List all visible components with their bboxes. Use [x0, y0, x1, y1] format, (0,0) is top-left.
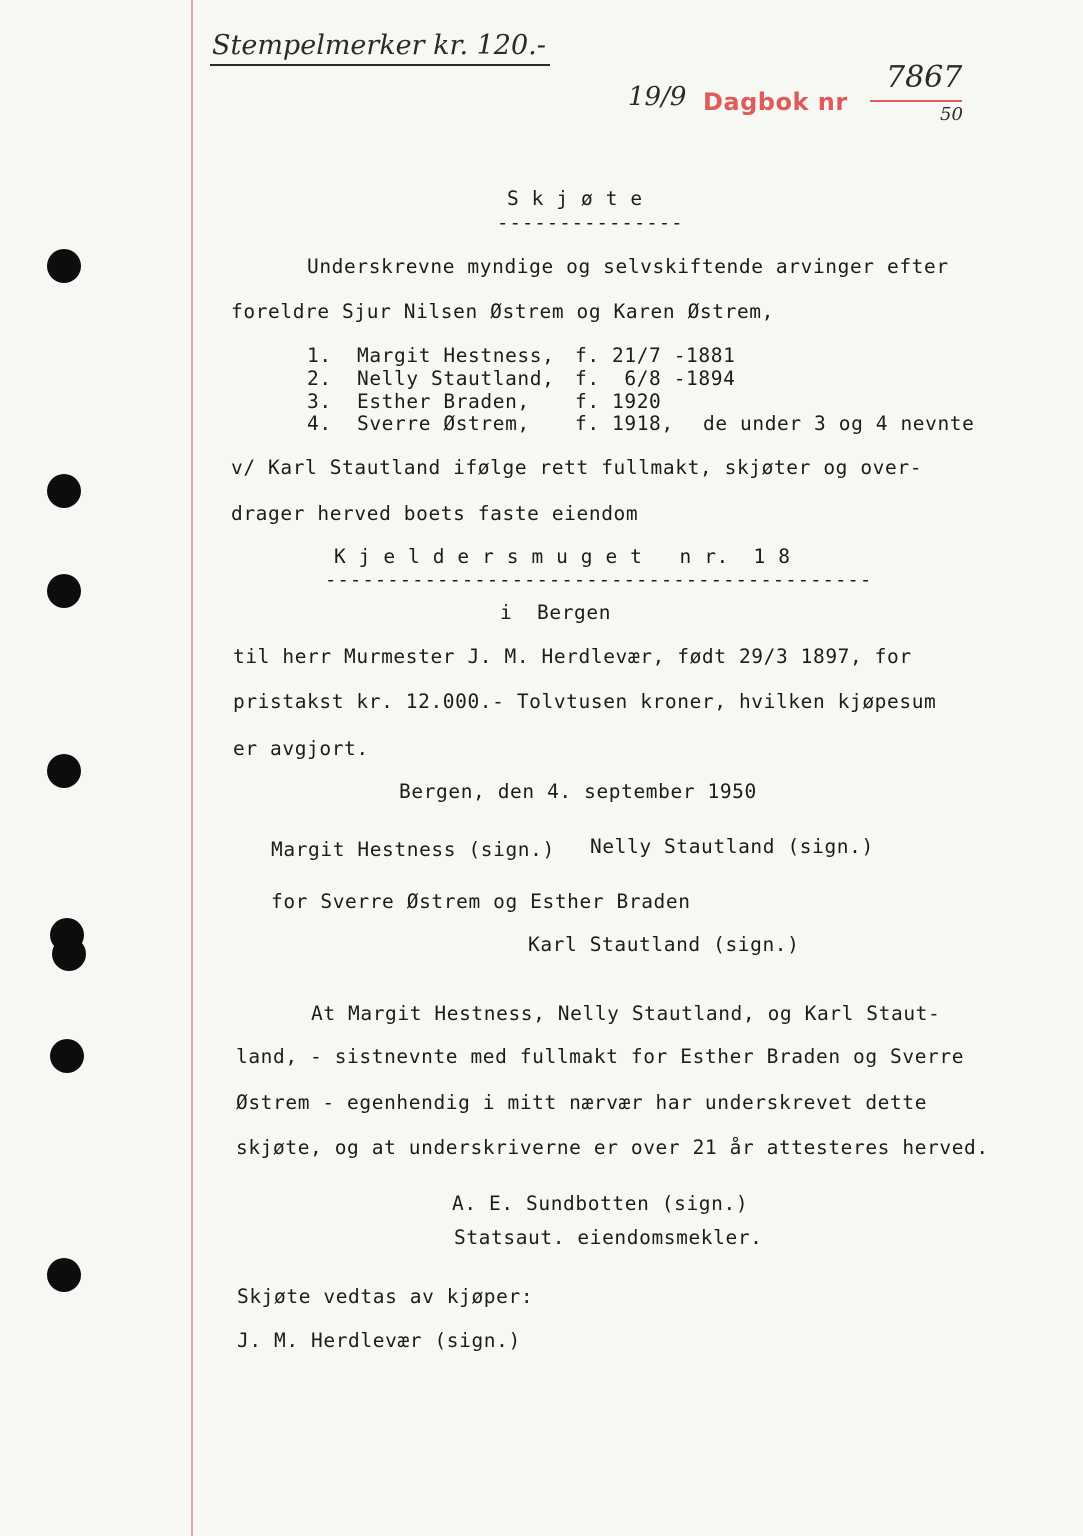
punch-hole [47, 754, 81, 788]
heir-name: Margit Hestness, [357, 344, 555, 367]
signature-line: for Sverre Østrem og Esther Braden [271, 890, 691, 913]
heir-name: Nelly Stautland, [357, 367, 555, 390]
punch-hole [47, 1258, 81, 1292]
heir-number: 1. [307, 344, 332, 367]
heir-born: f. 6/8 -1894 [575, 367, 736, 390]
dagbok-year: 50 [940, 104, 963, 125]
margin-line [191, 0, 193, 1536]
heir-number: 2. [307, 367, 332, 390]
property-underline: -------------------------------------------- [325, 569, 873, 591]
attest-line: At Margit Hestness, Nelly Stautland, og Karl Staut- [311, 1002, 941, 1025]
body-line: drager herved boets faste eiendom [231, 502, 639, 525]
body-line: til herr Murmester J. M. Herdlevær, født 29/3 1897, for [233, 645, 912, 668]
broker-title: Statsaut. eiendomsmekler. [454, 1226, 763, 1249]
title-underline: --------------- [497, 212, 684, 234]
dagbok-number: 7867 [886, 60, 963, 95]
heir-born: f. 1918, [575, 412, 674, 435]
heir-name: Sverre Østrem, [357, 412, 530, 435]
punch-hole [50, 1039, 84, 1073]
broker-name: A. E. Sundbotten (sign.) [452, 1192, 749, 1215]
acceptance-line: J. M. Herdlevær (sign.) [237, 1329, 521, 1352]
heir-number: 3. [307, 390, 332, 413]
document-title: S k j ø t e [507, 187, 643, 210]
heir-born: f. 21/7 -1881 [575, 344, 736, 367]
heir-born: f. 1920 [575, 390, 662, 413]
property-city: i Bergen [500, 601, 612, 624]
acceptance-line: Skjøte vedtas av kjøper: [237, 1285, 534, 1308]
attest-line: land, - sistnevnte med fullmakt for Esther Braden og Sverre [236, 1045, 965, 1068]
stamp-fee-note: Stempelmerker kr. 120.- [212, 30, 546, 61]
date-handwritten: 19/9 [628, 82, 687, 112]
attest-line: skjøte, og at underskriverne er over 21 år attesteres herved. [236, 1136, 989, 1159]
heir-note: de under 3 og 4 nevnte [703, 412, 975, 435]
punch-hole [47, 249, 81, 283]
signature-line: Nelly Stautland (sign.) [590, 835, 874, 858]
dagbok-underline [870, 100, 962, 102]
punch-hole [52, 937, 86, 971]
punch-hole [47, 474, 81, 508]
body-line: er avgjort. [233, 737, 369, 760]
signature-line: Karl Stautland (sign.) [528, 933, 800, 956]
signature-line: Margit Hestness (sign.) [271, 838, 555, 861]
heir-name: Esther Braden, [357, 390, 530, 413]
intro-line: foreldre Sjur Nilsen Østrem og Karen Østrem, [231, 300, 774, 323]
punch-hole [47, 574, 81, 608]
property-name: K j e l d e r s m u g e t n r. 1 8 [334, 545, 791, 568]
body-line: pristakst kr. 12.000.- Tolvtusen kroner, hvilken kjøpesum [233, 690, 937, 713]
body-line: v/ Karl Stautland ifølge rett fullmakt, skjøter og over- [231, 456, 923, 479]
dagbok-label: Dagbok nr [703, 88, 848, 116]
heir-number: 4. [307, 412, 332, 435]
intro-line: Underskrevne myndige og selvskiftende arvinger efter [307, 255, 949, 278]
stamp-fee-underline [210, 64, 550, 66]
place-date: Bergen, den 4. september 1950 [399, 780, 757, 803]
attest-line: Østrem - egenhendig i mitt nærvær har underskrevet dette [236, 1091, 928, 1114]
